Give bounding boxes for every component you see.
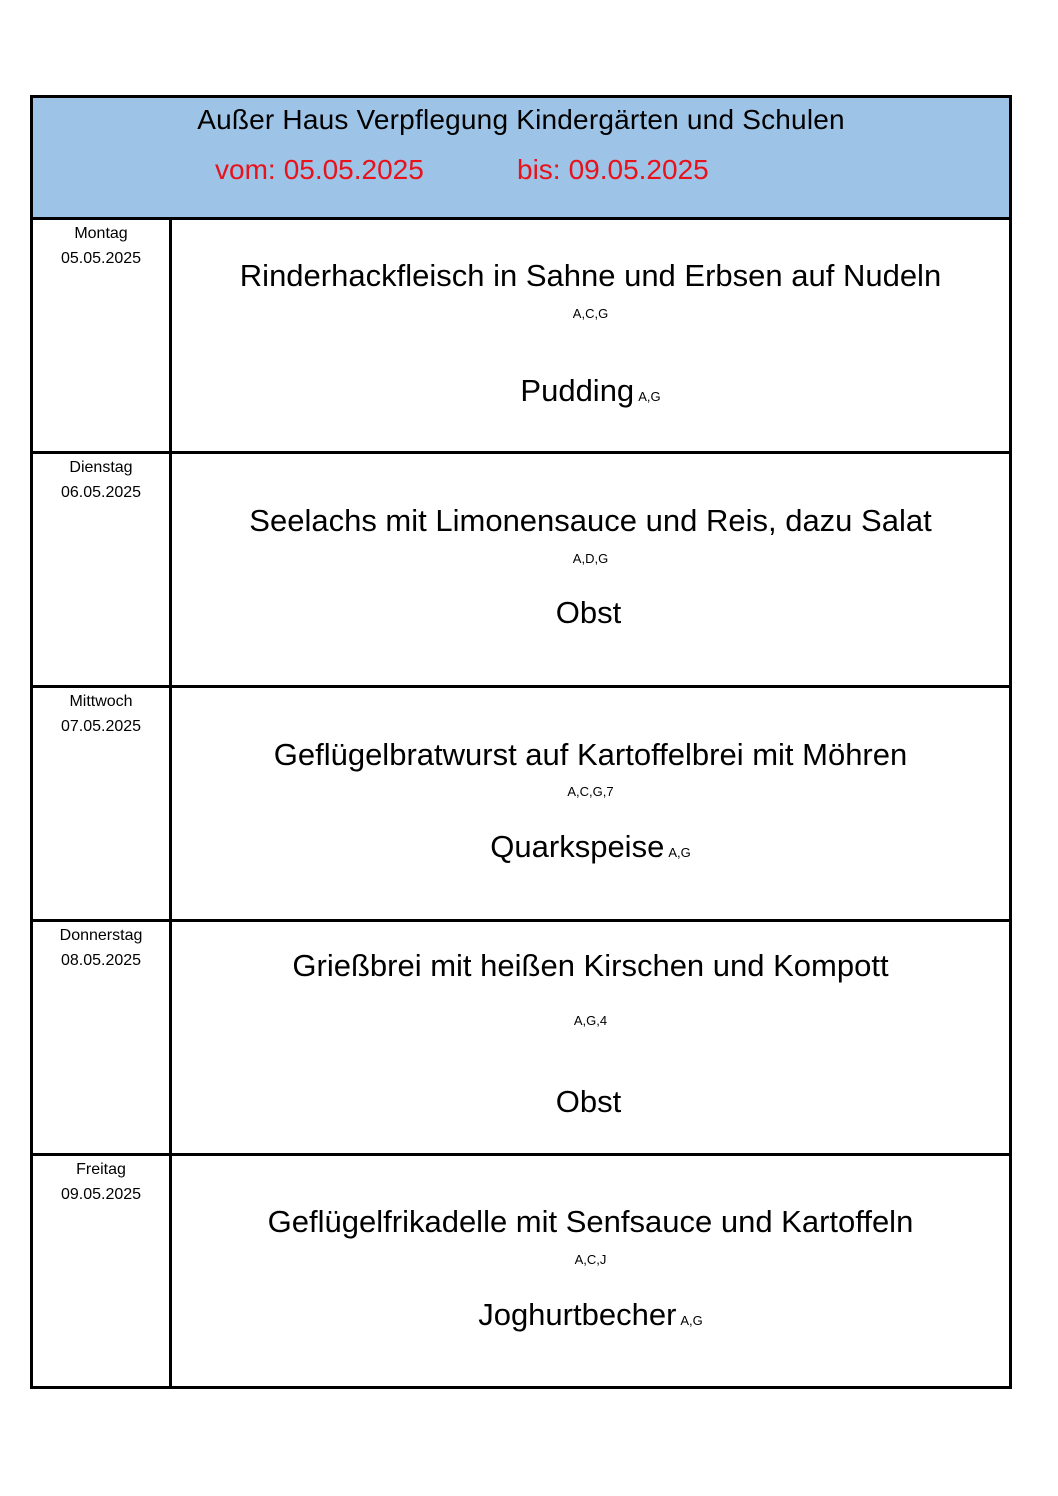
day-cell <box>33 220 172 451</box>
day-date: 06.05.2025 <box>60 484 142 501</box>
day-row-thursday <box>33 922 1009 1156</box>
main-dish: Seelachs mit Limonensauce und Reis, dazu Salat <box>249 503 932 538</box>
weekday-label: Donnerstag <box>59 927 143 944</box>
from-date: 05.05.2025 <box>283 154 424 185</box>
day-cell <box>33 454 172 685</box>
dessert-name: Obst <box>555 1084 622 1119</box>
main-dish-allergens: A,C,G,7 <box>567 784 614 799</box>
menu-title: Außer Haus Verpflegung Kindergärten und Schulen <box>197 104 845 135</box>
day-date: 05.05.2025 <box>60 250 142 267</box>
main-dish: Geflügelfrikadelle mit Senfsauce und Kartoffeln <box>267 1204 914 1239</box>
main-dish: Rinderhackfleisch in Sahne und Erbsen auf Nudeln <box>239 258 942 293</box>
dessert-name: Pudding <box>520 373 635 408</box>
meal-cell <box>172 220 1009 451</box>
meal-cell <box>172 1156 1009 1386</box>
day-date: 09.05.2025 <box>60 1186 142 1203</box>
date-range-end <box>517 154 709 186</box>
from-label: vom: <box>215 154 276 185</box>
dessert <box>172 1297 1009 1333</box>
main-dish-allergens: A,G,4 <box>573 1013 608 1028</box>
menu-header <box>33 98 1009 220</box>
to-label: bis: <box>517 154 561 185</box>
dessert-name: Obst <box>555 595 622 630</box>
dessert-allergens: A,G <box>638 389 661 404</box>
dessert <box>172 1084 1009 1120</box>
main-dish: Grießbrei mit heißen Kirschen und Kompott <box>292 948 889 983</box>
dessert <box>172 829 1009 865</box>
weekday-label: Dienstag <box>69 459 133 476</box>
dessert-allergens: A,G <box>680 1313 703 1328</box>
meal-cell <box>172 922 1009 1153</box>
to-date: 09.05.2025 <box>568 154 709 185</box>
dessert <box>172 373 1009 409</box>
weekday-label: Freitag <box>76 1161 126 1178</box>
date-range-start <box>215 154 424 186</box>
main-dish: Geflügelbratwurst auf Kartoffelbrei mit Möhren <box>273 737 908 772</box>
weekly-menu-table <box>30 95 1012 1389</box>
day-cell <box>33 922 172 1153</box>
dessert-name: Quarkspeise <box>490 829 665 864</box>
day-row-monday <box>33 220 1009 454</box>
dessert-name: Joghurtbecher <box>478 1297 677 1332</box>
dessert-allergens: A,G <box>668 845 691 860</box>
weekday-label: Montag <box>74 225 128 242</box>
day-row-tuesday <box>33 454 1009 688</box>
day-date: 08.05.2025 <box>60 952 142 969</box>
meal-cell <box>172 454 1009 685</box>
day-cell <box>33 688 172 919</box>
main-dish-allergens: A,C,G <box>572 306 609 321</box>
meal-cell <box>172 688 1009 919</box>
day-row-friday <box>33 1156 1009 1386</box>
day-cell <box>33 1156 172 1386</box>
dessert <box>172 595 1009 631</box>
weekday-label: Mittwoch <box>69 693 133 710</box>
day-row-wednesday <box>33 688 1009 922</box>
day-date: 07.05.2025 <box>60 718 142 735</box>
main-dish-allergens: A,C,J <box>574 1252 607 1267</box>
main-dish-allergens: A,D,G <box>572 551 609 566</box>
